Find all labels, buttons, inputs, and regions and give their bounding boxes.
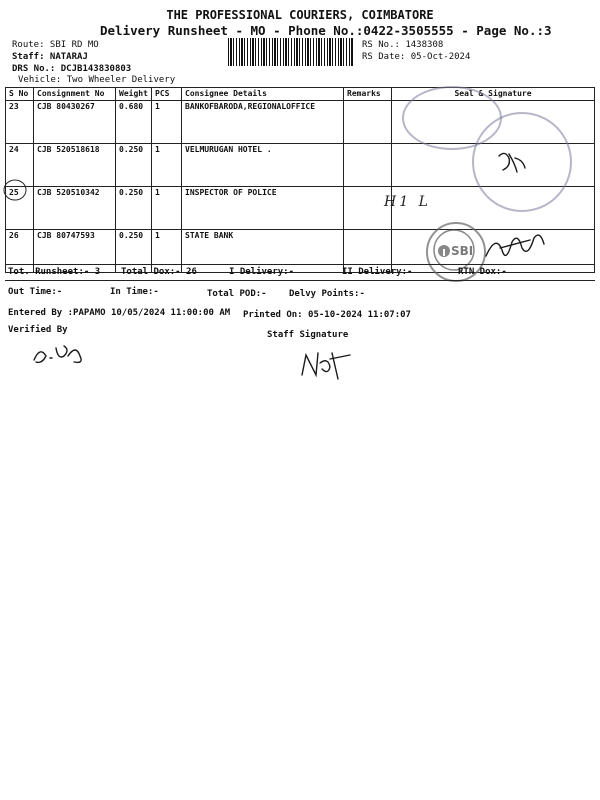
cell-weight: 0.250 [116,187,152,230]
col-consignee: Consignee Details [182,88,344,101]
cell-pcs: 1 [152,101,182,144]
tot-runsheet: Tot. Runsheet:- 3 [8,267,101,277]
cell-weight: 0.680 [116,101,152,144]
circle-mark-icon [2,178,28,202]
entered-by: Entered By :PAPAMO 10/05/2024 11:00:00 AM [8,308,231,318]
cell-pcs: 1 [152,187,182,230]
cell-consignment: CJB 80430267 [34,101,116,144]
verified-by: Verified By [8,325,68,335]
cell-consignment: CJB 520510342 [34,187,116,230]
cell-weight: 0.250 [116,230,152,273]
printed-on: Printed On: 05-10-2024 11:07:07 [243,310,411,320]
table-header-row [6,88,595,101]
total-pod: Total POD:- [207,289,267,299]
cell-sno: 23 [6,101,34,144]
staff-text: Staff: NATARAJ [12,52,88,62]
cell-remarks [344,144,392,187]
route-text: Route: SBI RD MO [12,40,99,50]
cell-pcs: 1 [152,230,182,273]
cell-consignee: BANKOFBARODA,REGIONALOFFICE [182,101,344,144]
rs-date-text: RS Date: 05-Oct-2024 [362,52,471,62]
cell-sno: 24 [6,144,34,187]
rs-no-text: RS No.: 1438308 [362,40,444,50]
out-time: Out Time:- [8,287,63,297]
cell-remarks [344,101,392,144]
vehicle-text: Vehicle: Two Wheeler Delivery [18,75,176,85]
signature-icon [480,228,550,268]
cell-pcs: 1 [152,144,182,187]
signature-icon [28,338,90,370]
col-pcs: PCS [152,88,182,101]
drs-no-text: DRS No.: DCJB143830803 [12,64,132,74]
col-weight: Weight [116,88,152,101]
ii-delivery: II Delivery:- [342,267,413,277]
cell-consignment: CJB 520518618 [34,144,116,187]
col-sno: S No [6,88,34,101]
cell-sno: 25 [6,187,34,230]
cell-consignee: INSPECTOR OF POLICE [182,187,344,230]
col-consignment: Consignment No [34,88,116,101]
svg-text:SBI: SBI [451,244,474,258]
cell-weight: 0.250 [116,144,152,187]
staff-signature-label: Staff Signature [267,330,349,340]
cell-consignment: CJB 80747593 [34,230,116,273]
cell-sno: 26 [6,230,34,273]
col-remarks: Remarks [344,88,392,101]
col-seal: Seal & Signature [392,88,595,101]
cell-consignee: STATE BANK [182,230,344,273]
in-time: In Time:- [110,287,159,297]
i-delivery: I Delivery:- [229,267,295,277]
remark-scribble: H1 L [384,194,431,210]
signature-icon [495,148,531,178]
total-dox: Total Dox:- 26 [121,267,197,277]
cell-consignee: VELMURUGAN HOTEL . [182,144,344,187]
barcode-icon [228,38,354,66]
delvy-points: Delvy Points:- [289,289,365,299]
signature-icon [296,345,358,383]
rtn-dox: RTN Dox:- [458,267,507,277]
runsheet-title: Delivery Runsheet - MO - Phone No.:0422-3505555 - Page No.:3 [100,23,552,38]
company-title: THE PROFESSIONAL COURIERS, COIMBATORE [166,8,434,22]
